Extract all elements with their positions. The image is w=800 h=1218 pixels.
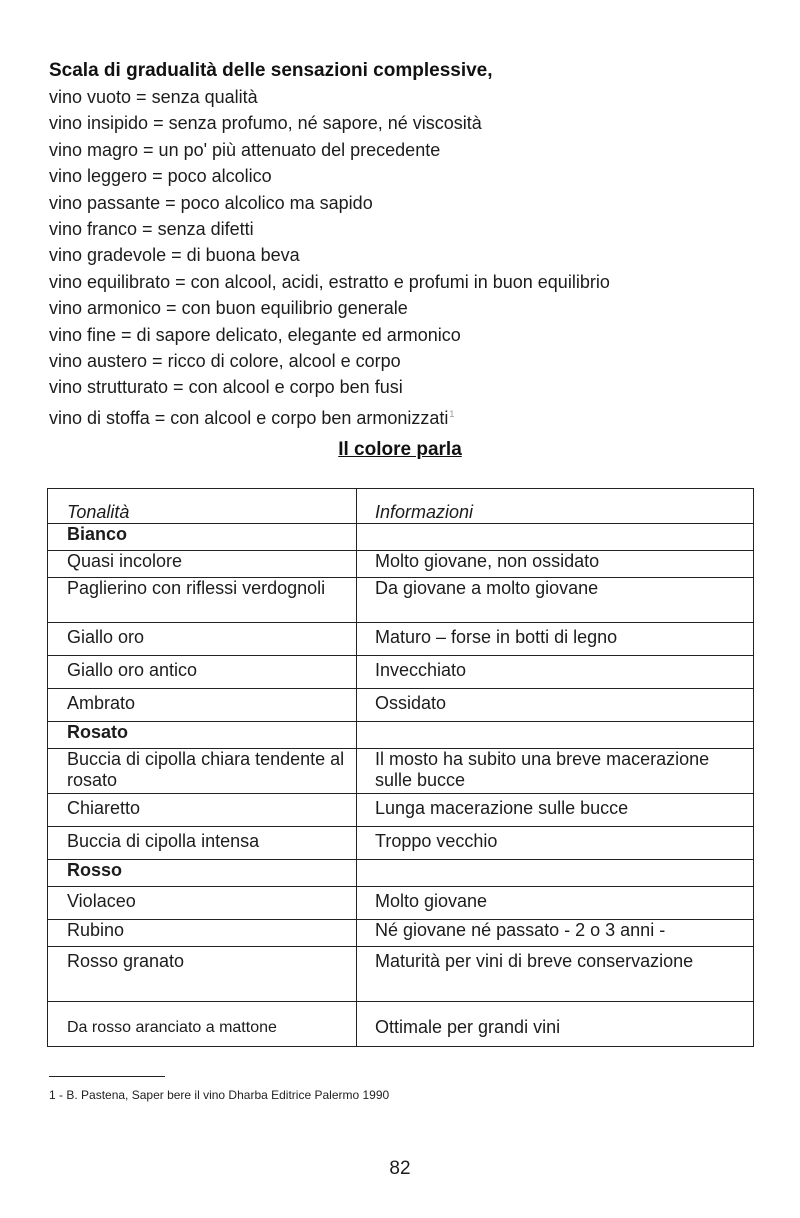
info-cell: Troppo vecchio — [357, 827, 754, 860]
table-row — [48, 623, 754, 656]
shade-cell: Rubino — [48, 920, 357, 947]
scale-heading: Scala di gradualità delle sensazioni complessive, — [49, 60, 493, 81]
scale-line: vino magro = un po' più attenuato del precedente — [49, 139, 441, 160]
header-info: Informazioni — [357, 489, 754, 524]
info-cell: Da giovane a molto giovane — [357, 578, 754, 623]
info-cell: Lunga macerazione sulle bucce — [357, 794, 754, 827]
info-cell: Molto giovane, non ossidato — [357, 551, 754, 578]
header-shade: Tonalità — [48, 489, 357, 524]
group-row-rosso — [48, 860, 754, 887]
shade-cell: Rosso granato — [48, 947, 357, 1002]
table-row — [48, 827, 754, 860]
scale-line: vino armonico = con buon equilibrio generale — [49, 298, 408, 319]
scale-line: vino vuoto = senza qualità — [49, 87, 258, 107]
scale-line: vino fine = di sapore delicato, elegante ed armonico — [49, 324, 461, 345]
scale-line-text: vino di stoffa = con alcool e corpo ben armonizzati — [49, 407, 449, 428]
shade-cell: Chiaretto — [48, 794, 357, 827]
info-cell: Maturità per vini di breve conservazione — [357, 947, 754, 1002]
scale-line: vino gradevole = di buona beva — [49, 245, 300, 266]
shade-cell: Buccia di cipolla chiara tendente al rosato — [48, 749, 357, 794]
section-title: Il colore parla — [338, 439, 462, 460]
table-header-row — [48, 489, 754, 524]
shade-cell: Paglierino con riflessi verdognoli — [48, 578, 357, 623]
info-cell: Ottimale per grandi vini — [357, 1002, 754, 1047]
table-row — [48, 689, 754, 722]
info-cell: Né giovane né passato - 2 o 3 anni - — [357, 920, 754, 947]
table-row — [48, 947, 754, 1002]
footnote: 1 - B. Pastena, Saper bere il vino Dharba Editrice Palermo 1990 — [49, 1088, 390, 1102]
scale-line: vino passante = poco alcolico ma sapido — [49, 192, 373, 213]
table-row — [48, 551, 754, 578]
group-row-bianco — [48, 524, 754, 551]
shade-cell: Violaceo — [48, 887, 357, 920]
group-name: Rosso — [48, 860, 357, 887]
info-cell: Ossidato — [357, 689, 754, 722]
info-cell: Invecchiato — [357, 656, 754, 689]
sensation-scale — [49, 58, 769, 431]
scale-line: vino franco = senza difetti — [49, 219, 254, 240]
scale-line: vino leggero = poco alcolico — [49, 166, 272, 187]
footnote-rule — [49, 1076, 165, 1077]
scale-line: vino equilibrato = con alcool, acidi, estratto e profumi in buon equilibrio — [49, 271, 610, 292]
page-number: 82 — [389, 1158, 411, 1179]
scale-line-last — [49, 401, 769, 431]
scale-line: vino insipido = senza profumo, né sapore, né viscosità — [49, 113, 482, 134]
shade-cell: Buccia di cipolla intensa — [48, 827, 357, 860]
shade-cell: Quasi incolore — [48, 551, 357, 578]
info-cell: Molto giovane — [357, 887, 754, 920]
group-name: Bianco — [48, 524, 357, 551]
shade-cell: Ambrato — [48, 689, 357, 722]
info-cell: Il mosto ha subito una breve macerazione sulle bucce — [357, 749, 754, 794]
shade-cell: Giallo oro — [48, 623, 357, 656]
table-row — [48, 1002, 754, 1047]
shade-cell: Da rosso aranciato a mattone — [48, 1002, 357, 1047]
footnote-marker: 1 — [449, 408, 455, 419]
group-name: Rosato — [48, 722, 357, 749]
info-cell: Maturo – forse in botti di legno — [357, 623, 754, 656]
scale-line: vino strutturato = con alcool e corpo ben fusi — [49, 377, 403, 398]
scale-line: vino austero = ricco di colore, alcool e corpo — [49, 351, 401, 372]
table-row — [48, 749, 754, 794]
table-row — [48, 656, 754, 689]
color-table — [47, 488, 754, 1047]
table-row — [48, 920, 754, 947]
group-row-rosato — [48, 722, 754, 749]
table-row — [48, 794, 754, 827]
table-row — [48, 578, 754, 623]
shade-cell: Giallo oro antico — [48, 656, 357, 689]
table-row — [48, 887, 754, 920]
